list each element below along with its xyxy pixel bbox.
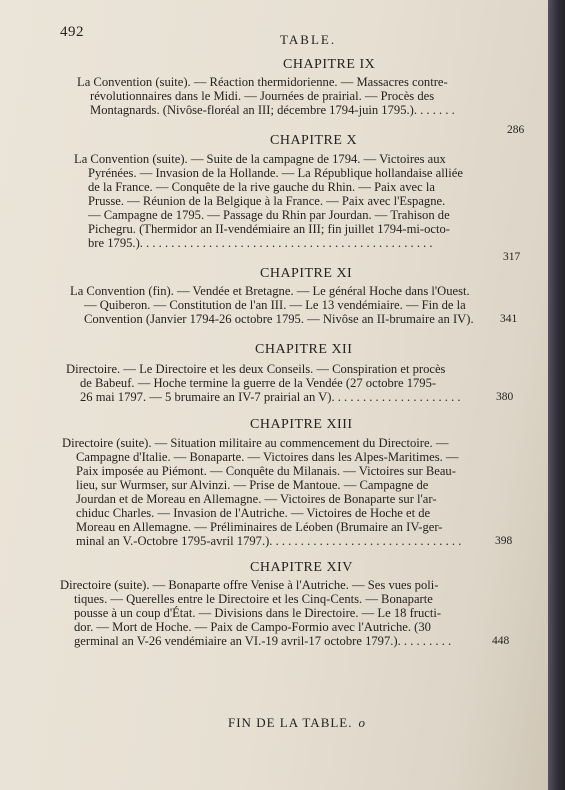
chapter-title: CHAPITRE XI [260, 266, 353, 281]
chapter-line: La Convention (fin). — Vendée et Bretagne. — Le général Hoche dans l'Ouest. [70, 284, 470, 298]
chapter-line: minal an V.-Octobre 1795-avril 1797.). . . . . . . . . . . . . . . . . . . . . . . . . . . . . . . [76, 534, 462, 548]
chapter-line: 26 mai 1797. — 5 brumaire an IV-7 prairial an V). . . . . . . . . . . . . . . . . . . . . [80, 390, 461, 404]
page-reference: 380 [496, 391, 514, 403]
page-reference: 286 [507, 124, 525, 136]
chapter-line: Montagnards. (Nivôse-floréal an III; décembre 1794-juin 1795.). . . . . . . [90, 103, 455, 117]
chapter-line: pousse à un coup d'État. — Divisions dans le Directoire. — Le 18 fructi- [74, 606, 442, 620]
page-reference: 341 [500, 313, 518, 325]
chapter-line: chiduc Charles. — Invasion de l'Autriche. — Victoires de Hoche et de [76, 506, 431, 520]
chapter-line: lieu, sur Wurmser, sur Alvinzi. — Prise de Mantoue. — Campagne de [76, 478, 429, 492]
chapter-line: germinal an V-26 vendémiaire an VI.-19 avril-17 octobre 1797.). . . . . . . . . [74, 634, 452, 648]
chapter-line: Directoire (suite). — Bonaparte offre Venise à l'Autriche. — Ses vues poli- [60, 578, 439, 592]
end-flourish: o [358, 715, 366, 730]
chapter-title: CHAPITRE XIV [250, 560, 353, 575]
chapter-line: Pyrénées. — Invasion de la Hollande. — La République hollandaise alliée [88, 166, 463, 180]
chapter-line: de Babeuf. — Hoche termine la guerre de la Vendée (27 octobre 1795- [80, 376, 437, 390]
chapter-line: La Convention (suite). — Réaction thermidorienne. — Massacres contre- [77, 75, 448, 89]
chapter-line: Campagne d'Italie. — Bonaparte. — Victoires dans les Alpes-Maritimes. — [76, 450, 459, 464]
chapter-title: CHAPITRE XIII [250, 417, 353, 432]
chapter-line: bre 1795.). . . . . . . . . . . . . . . . . . . . . . . . . . . . . . . . . . . . . . . . . . . . . . . [88, 236, 433, 250]
chapter-line: Directoire. — Le Directoire et les deux Conseils. — Conspiration et procès [66, 362, 446, 376]
page-number: 492 [60, 24, 84, 40]
running-head: TABLE. [280, 32, 337, 47]
chapter-line: Prusse. — Réunion de la Belgique à la France. — Paix avec l'Espagne. [88, 194, 446, 208]
chapter-line: Jourdan et de Moreau en Allemagne. — Victoires de Bonaparte sur l'ar- [76, 492, 437, 506]
chapter-line: révolutionnaires dans le Midi. — Journées de prairial. — Procès des [90, 89, 435, 103]
chapter-title: CHAPITRE X [270, 133, 358, 148]
end-of-table [228, 715, 366, 731]
chapter-title: CHAPITRE IX [283, 57, 376, 72]
chapter-line: Directoire (suite). — Situation militaire au commencement du Directoire. — [62, 436, 449, 450]
end-text: FIN DE LA TABLE. [228, 715, 353, 730]
page-reference: 448 [492, 635, 510, 647]
chapter-line: — Quiberon. — Constitution de l'an III. — Le 13 vendémiaire. — Fin de la [84, 298, 466, 312]
book-binding-edge [548, 0, 565, 790]
chapter-line: — Campagne de 1795. — Passage du Rhin par Jourdan. — Trahison de [88, 208, 450, 222]
chapter-line: Moreau en Allemagne. — Préliminaires de Léoben (Brumaire an IV-ger- [76, 520, 443, 534]
page-reference: 317 [503, 251, 521, 263]
page-reference: 398 [495, 535, 513, 547]
chapter-line: de la France. — Conquête de la rive gauche du Rhin. — Paix avec la [88, 180, 435, 194]
chapter-line: La Convention (suite). — Suite de la campagne de 1794. — Victoires aux [74, 152, 446, 166]
chapter-line: dor. — Mort de Hoche. — Paix de Campo-Formio avec l'Autriche. (30 [74, 620, 431, 634]
chapter-line: Pichegru. (Thermidor an II-vendémiaire an III; fin juillet 1794-mi-octo- [88, 222, 450, 236]
chapter-title: CHAPITRE XII [255, 342, 353, 357]
chapter-line: tiques. — Querelles entre le Directoire et les Cinq-Cents. — Bonaparte [74, 592, 433, 606]
chapter-line: Paix imposée au Piémont. — Conquête du Milanais. — Victoires sur Beau- [76, 464, 456, 478]
chapter-line: Convention (Janvier 1794-26 octobre 1795. — Nivôse an II-brumaire an IV). [84, 312, 474, 326]
